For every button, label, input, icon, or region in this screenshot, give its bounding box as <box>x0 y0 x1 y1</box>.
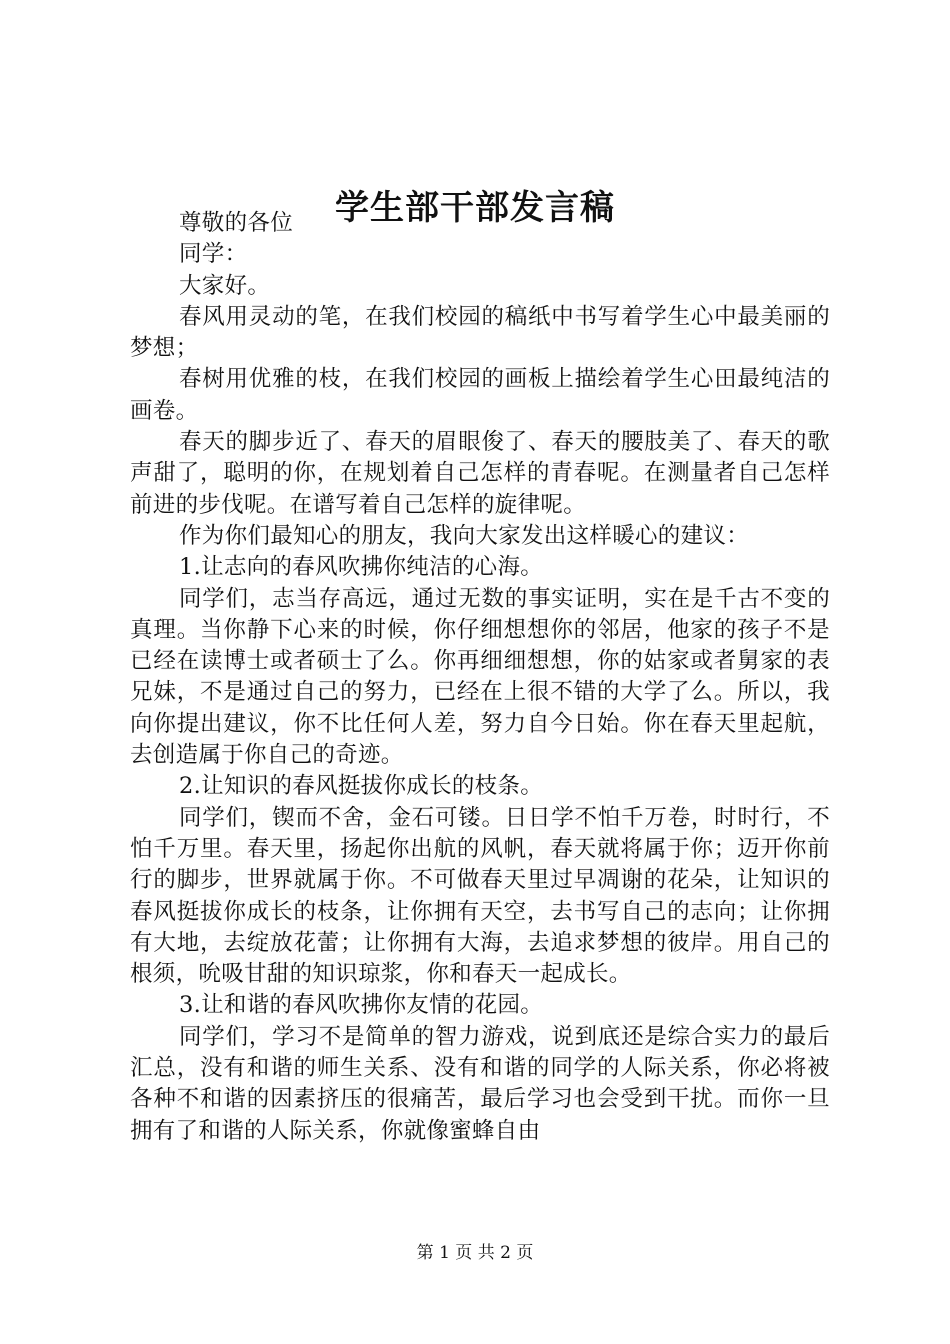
paragraph: 作为你们最知心的朋友，我向大家发出这样暖心的建议： <box>179 522 750 549</box>
document-title: 学生部干部发言稿 <box>335 188 615 228</box>
paragraph: 春天的脚步近了、春天的眉眼俊了、春天的腰肢美了、春天的歌声甜了，聪明的你，在规划着自己怎样的青春呢。在测量者自己怎样前进的步伐呢。在谱写着自己怎样的旋律呢。 <box>130 429 830 518</box>
paragraph: 同学们，学习不是简单的智力游戏，说到底还是综合实力的最后汇总，没有和谐的师生关系、没有和谐的同学的人际关系，你必将被各种不和谐的因素挤压的很痛苦，最后学习也会受到干扰。而你一旦拥有了和谐的人际关系，你就像蜜蜂自由 <box>130 1023 830 1144</box>
page-footer: 第 1 页 共 2 页 <box>416 1243 534 1263</box>
section-heading-1: 1.让志向的春风吹拂你纯洁的心海。 <box>179 554 544 581</box>
section-heading-2: 2.让知识的春风挺拔你成长的枝条。 <box>179 773 544 800</box>
paragraph: 同学们，锲而不舍，金石可镂。日日学不怕千万卷，时时行，不怕千万里。春天里，扬起你出航的风帆，春天就将属于你；迈开你前行的脚步，世界就属于你。不可做春天里过早凋谢的花朵，让知识的春风挺拔你成长的枝条，让你拥有天空，去书写自己的志向；让你拥有大地，去绽放花蕾；让你拥有大海，去追求梦想的彼岸。用自己的根须，吮吸甘甜的知识琼浆，你和春天一起成长。 <box>130 804 830 988</box>
paragraph: 同学们，志当存高远，通过无数的事实证明，实在是千古不变的真理。当你静下心来的时候，你仔细想想你的邻居，他家的孩子不是已经在读博士或者硕士了么。你再细细想想，你的姑家或者舅家的表兄妹，不是通过自己的努力，已经在上很不错的大学了么。所以，我向你提出建议，你不比任何人差，努力自今日始。你在春天里起航，去创造属于你自己的奇迹。 <box>130 585 830 769</box>
document-body <box>130 208 830 1147</box>
paragraph-greeting: 大家好。 <box>179 272 271 299</box>
paragraph-salutation-1: 尊敬的各位 <box>179 210 294 236</box>
paragraph: 春树用优雅的枝，在我们校园的画板上描绘着学生心田最纯洁的画卷。 <box>130 366 830 424</box>
section-heading-3: 3.让和谐的春风吹拂你友情的花园。 <box>179 992 544 1019</box>
paragraph: 春风用灵动的笔，在我们校园的稿纸中书写着学生心中最美丽的梦想； <box>130 303 830 362</box>
paragraph-salutation-2: 同学： <box>179 241 248 268</box>
